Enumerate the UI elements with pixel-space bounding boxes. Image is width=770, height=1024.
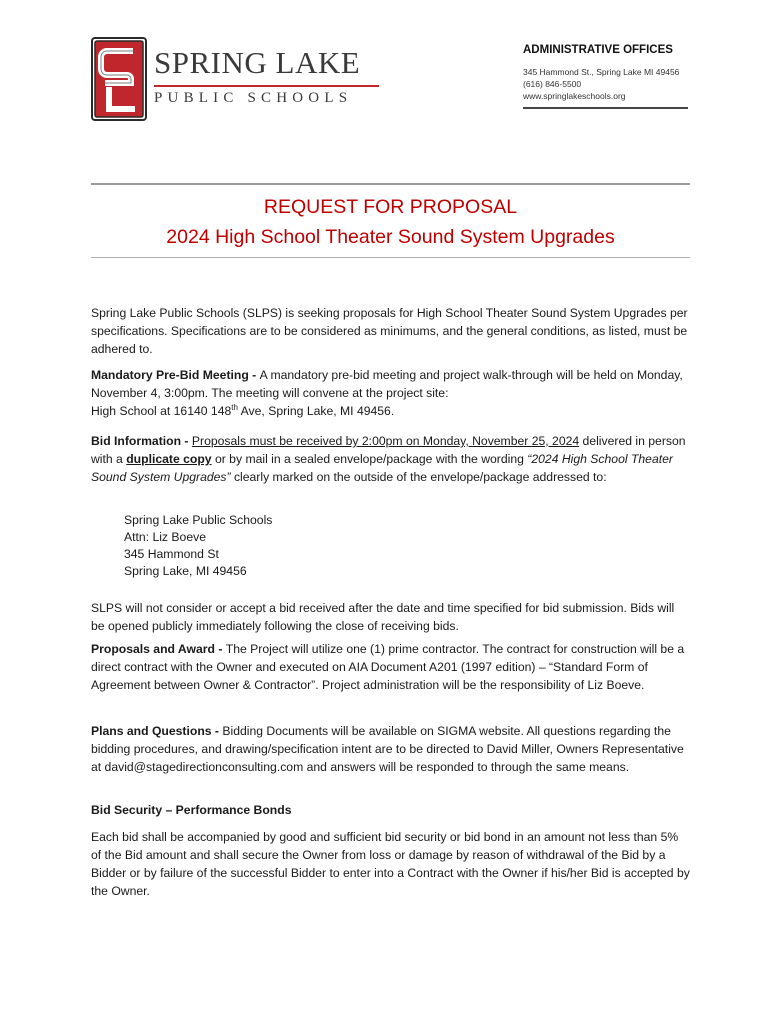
- admin-offices-title: ADMINISTRATIVE OFFICES: [523, 44, 673, 56]
- meeting-site-rest: Ave, Spring Lake, MI 49456.: [237, 404, 395, 418]
- document-title: REQUEST FOR PROPOSAL: [263, 196, 518, 218]
- admin-website[interactable]: www.springlakeschools.org: [523, 91, 626, 101]
- late-bid-paragraph: [91, 599, 691, 635]
- intro-text: Spring Lake Public Schools (SLPS) is seeking proposals for High School Theater Sound System Upgrades per specifications. Specifications are to be considered as minimums, and the general conditions, as listed, must be adhered to.: [91, 306, 688, 356]
- sl-monogram-logo: [91, 37, 147, 121]
- title-divider: [91, 257, 690, 258]
- header-divider: [91, 183, 690, 185]
- school-logo: [91, 37, 381, 121]
- mandatory-heading: Mandatory Pre-Bid Meeting -: [91, 368, 260, 382]
- meeting-site: High School at 16140 148: [91, 404, 232, 418]
- document-subtitle: 2024 High School Theater Sound System Upgrades: [166, 226, 615, 248]
- mailing-address: [124, 512, 424, 580]
- bid-info-text-2: or by mail in a sealed envelope/package with the wording: [211, 452, 528, 466]
- late-bid-text: SLPS will not consider or accept a bid received after the date and time specified for bid submission. Bids will be opened publicly immediately following the close of receiving bids.: [91, 601, 675, 633]
- proposals-heading: Proposals and Award -: [91, 642, 226, 656]
- address-line-4: Spring Lake, MI 49456: [124, 564, 247, 578]
- admin-divider: [523, 107, 688, 109]
- address-line-2: Attn: Liz Boeve: [124, 530, 206, 544]
- address-line-3: 345 Hammond St: [124, 547, 219, 561]
- bid-security-heading: Bid Security – Performance Bonds: [91, 803, 292, 817]
- bid-info-heading: Bid Information -: [91, 434, 192, 448]
- bid-information-section: [91, 432, 691, 486]
- bid-security-section: [91, 828, 691, 900]
- bid-security-text: Each bid shall be accompanied by good and sufficient bid security or bid bond in an amount not less than 5% of the Bid amount and shall secure the Owner from loss or damage by reason of withdrawal of the Bid by a Bidder or by failure of the successful Bidder to enter into a Contract with the Owner if his/her Bid is accepted by the Owner.: [91, 830, 690, 898]
- duplicate-copy: duplicate copy: [126, 452, 212, 466]
- bid-security-heading-block: [91, 801, 691, 819]
- bid-info-text-1: delivered in person with a: [91, 434, 686, 466]
- plans-heading: Plans and Questions -: [91, 724, 223, 738]
- admin-offices-block: [523, 44, 693, 102]
- brand-subtitle: PUBLIC SCHOOLS: [154, 90, 353, 106]
- brand-divider: [154, 85, 379, 87]
- intro-paragraph: [91, 304, 691, 358]
- bid-deadline: Proposals must be received by 2:00pm on Monday, November 25, 2024: [191, 434, 580, 448]
- bid-wording: “2024 High School Theater Sound System Upgrades”: [91, 452, 673, 484]
- plans-text: Bidding Documents will be available on SIGMA website. All questions regarding the bidding procedures, and drawing/specification intent are to be directed to David Miller, Owners Representative at david@stagedirectionconsulting.com and answers will be responded to through the same means.: [91, 724, 684, 774]
- bid-info-text-3: clearly marked on the outside of the envelope/package addressed to:: [230, 470, 607, 484]
- proposals-award-section: [91, 640, 691, 694]
- meeting-site-suffix: th: [231, 402, 238, 412]
- plans-questions-section: [91, 722, 691, 776]
- mandatory-meeting-section: [91, 366, 691, 420]
- proposals-text: The Project will utilize one (1) prime contractor. The contract for construction will be a direct contract with the Owner and executed on AIA Document A201 (1997 edition) – “Standard Form of Agreement between Owner & Contractor”. Project administration will be the responsibility of Liz Boeve.: [91, 642, 685, 692]
- address-line-1: Spring Lake Public Schools: [124, 513, 273, 527]
- admin-address: 345 Hammond St., Spring Lake MI 49456: [523, 67, 680, 77]
- title-block: [91, 192, 690, 252]
- mandatory-text: A mandatory pre-bid meeting and project walk-through will be held on Monday, November 4, 3:00pm. The meeting will convene at the project site:: [91, 368, 683, 400]
- admin-phone: (616) 846-5500: [523, 79, 582, 89]
- brand-name: SPRING LAKE: [154, 45, 361, 80]
